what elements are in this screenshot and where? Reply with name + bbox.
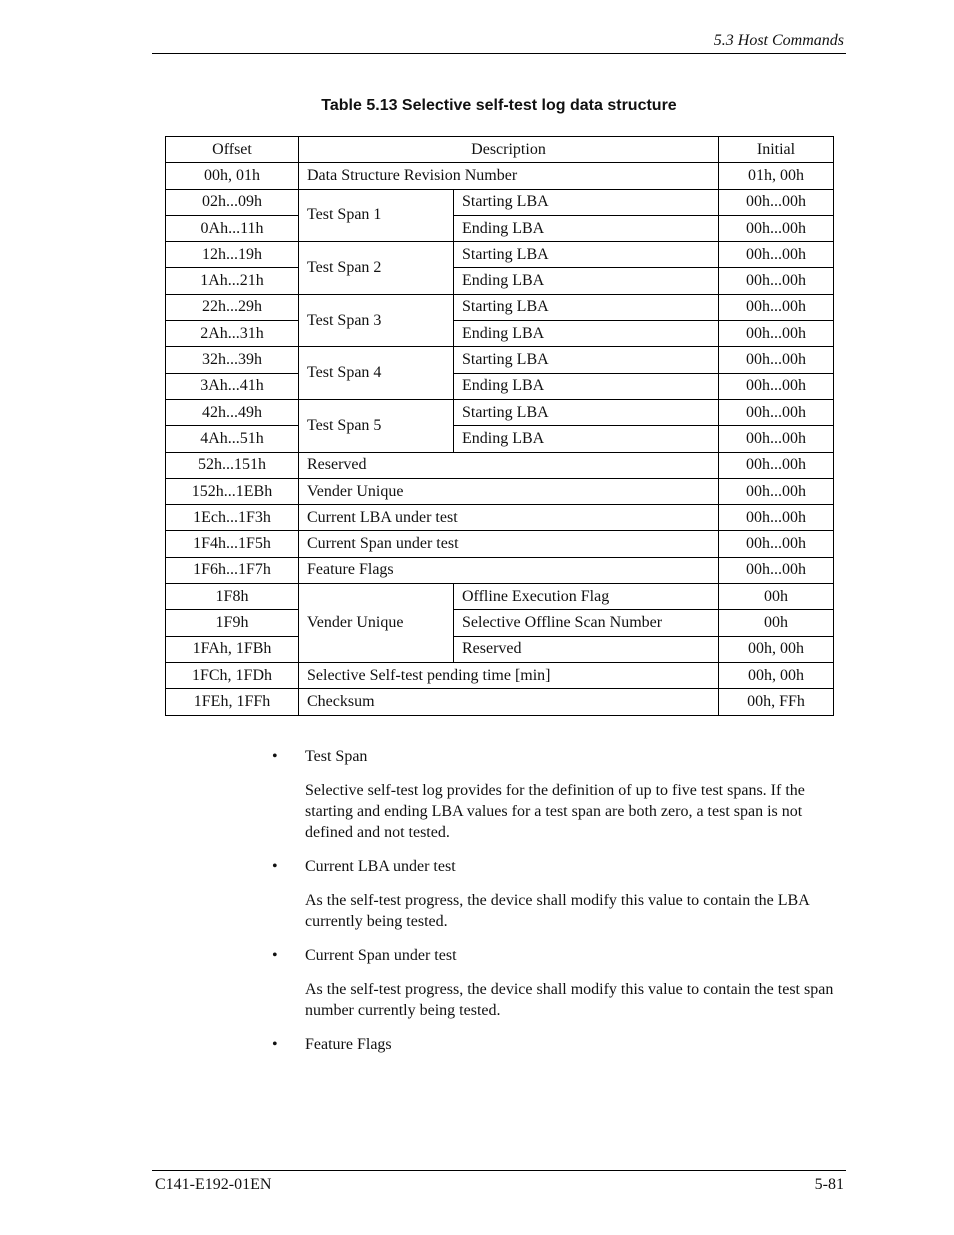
group-cell: Test Span 4 <box>299 347 454 400</box>
description-cell: Selective Self-test pending time [min] <box>299 662 719 688</box>
description-cell: Feature Flags <box>299 557 719 583</box>
table-row <box>166 584 834 610</box>
sub-description-cell: Ending LBA <box>454 373 719 399</box>
sub-description-cell: Ending LBA <box>454 215 719 241</box>
initial-cell: 00h...00h <box>719 347 834 373</box>
bullet-term: Current Span under test <box>305 947 457 964</box>
initial-cell: 00h...00h <box>719 557 834 583</box>
list-item <box>272 746 846 843</box>
initial-cell: 00h...00h <box>719 268 834 294</box>
table-row <box>166 189 834 215</box>
bullet-paragraph: Selective self-test log provides for the definition of up to five test spans. If the starting and ending LBA values for a test span are both zero, a test span is not defined and not tested. <box>305 782 805 841</box>
sub-description-cell: Ending LBA <box>454 321 719 347</box>
table-row <box>166 662 834 688</box>
bullet-term: Feature Flags <box>305 1036 392 1053</box>
offset-cell: 42h...49h <box>166 399 299 425</box>
initial-cell: 00h...00h <box>719 399 834 425</box>
description-cell: Reserved <box>299 452 719 478</box>
sub-description-cell: Ending LBA <box>454 268 719 294</box>
table-row <box>166 610 834 636</box>
list-item <box>272 856 846 932</box>
running-header: 5.3 Host Commands <box>713 32 844 49</box>
table-row <box>166 426 834 452</box>
table-row <box>166 347 834 373</box>
page-number: 5-81 <box>814 1176 844 1193</box>
group-cell: Test Span 3 <box>299 294 454 347</box>
table-caption: Table 5.13 Selective self-test log data structure <box>321 97 677 114</box>
table-row <box>166 689 834 715</box>
bullet-term: Current LBA under test <box>305 858 456 875</box>
header-rule <box>152 53 846 54</box>
initial-cell: 00h...00h <box>719 294 834 320</box>
sub-description-cell: Ending LBA <box>454 426 719 452</box>
offset-cell: 1F8h <box>166 584 299 610</box>
offset-cell: 3Ah...41h <box>166 373 299 399</box>
table-row <box>166 478 834 504</box>
table-row <box>166 373 834 399</box>
initial-cell: 00h...00h <box>719 373 834 399</box>
description-cell: Checksum <box>299 689 719 715</box>
table-header-row <box>166 137 834 163</box>
table-row <box>166 399 834 425</box>
description-cell: Current LBA under test <box>299 505 719 531</box>
offset-cell: 12h...19h <box>166 242 299 268</box>
table-row <box>166 452 834 478</box>
initial-cell: 00h...00h <box>719 478 834 504</box>
group-cell: Test Span 2 <box>299 242 454 295</box>
group-cell: Test Span 5 <box>299 399 454 452</box>
table-row <box>166 242 834 268</box>
bullet-icon: • <box>272 858 278 875</box>
offset-cell: 32h...39h <box>166 347 299 373</box>
description-cell: Vender Unique <box>299 478 719 504</box>
initial-cell: 01h, 00h <box>719 163 834 189</box>
sub-description-cell: Starting LBA <box>454 242 719 268</box>
list-item <box>272 1034 846 1055</box>
offset-cell: 2Ah...31h <box>166 321 299 347</box>
log-structure-table <box>165 136 834 716</box>
offset-cell: 1Ech...1F3h <box>166 505 299 531</box>
initial-cell: 00h...00h <box>719 215 834 241</box>
table-row <box>166 557 834 583</box>
offset-cell: 1F9h <box>166 610 299 636</box>
table-row <box>166 636 834 662</box>
bullet-paragraph: As the self-test progress, the device shall modify this value to contain the test span number currently being tested. <box>305 981 834 1019</box>
offset-cell: 00h, 01h <box>166 163 299 189</box>
footer-rule <box>152 1170 846 1171</box>
offset-cell: 4Ah...51h <box>166 426 299 452</box>
offset-cell: 52h...151h <box>166 452 299 478</box>
offset-cell: 1Ah...21h <box>166 268 299 294</box>
table-row <box>166 268 834 294</box>
table-row <box>166 294 834 320</box>
sub-description-cell: Selective Offline Scan Number <box>454 610 719 636</box>
offset-cell: 1F6h...1F7h <box>166 557 299 583</box>
offset-cell: 1FEh, 1FFh <box>166 689 299 715</box>
bullet-term: Test Span <box>305 748 368 765</box>
initial-cell: 00h, 00h <box>719 662 834 688</box>
offset-cell: 02h...09h <box>166 189 299 215</box>
initial-cell: 00h, FFh <box>719 689 834 715</box>
initial-cell: 00h...00h <box>719 242 834 268</box>
sub-description-cell: Starting LBA <box>454 347 719 373</box>
offset-cell: 152h...1EBh <box>166 478 299 504</box>
initial-cell: 00h...00h <box>719 531 834 557</box>
description-cell: Current Span under test <box>299 531 719 557</box>
initial-cell: 00h...00h <box>719 321 834 347</box>
table-row <box>166 531 834 557</box>
table-row <box>166 505 834 531</box>
table-row <box>166 163 834 189</box>
initial-cell: 00h...00h <box>719 505 834 531</box>
offset-cell: 1FCh, 1FDh <box>166 662 299 688</box>
initial-cell: 00h...00h <box>719 452 834 478</box>
initial-cell: 00h <box>719 584 834 610</box>
sub-description-cell: Offline Execution Flag <box>454 584 719 610</box>
sub-description-cell: Starting LBA <box>454 399 719 425</box>
column-header-offset: Offset <box>166 137 299 163</box>
sub-description-cell: Starting LBA <box>454 189 719 215</box>
offset-cell: 1FAh, 1FBh <box>166 636 299 662</box>
bullet-list <box>272 746 846 1055</box>
table-row <box>166 321 834 347</box>
column-header-initial: Initial <box>719 137 834 163</box>
offset-cell: 0Ah...11h <box>166 215 299 241</box>
document-id: C141-E192-01EN <box>155 1176 272 1193</box>
offset-cell: 1F4h...1F5h <box>166 531 299 557</box>
column-header-description: Description <box>299 137 719 163</box>
bullet-icon: • <box>272 748 278 765</box>
group-cell: Test Span 1 <box>299 189 454 242</box>
initial-cell: 00h, 00h <box>719 636 834 662</box>
bullet-icon: • <box>272 1036 278 1053</box>
description-cell: Data Structure Revision Number <box>299 163 719 189</box>
list-item <box>272 945 846 1021</box>
offset-cell: 22h...29h <box>166 294 299 320</box>
bullet-paragraph: As the self-test progress, the device shall modify this value to contain the LBA currently being tested. <box>305 892 809 930</box>
bullet-icon: • <box>272 947 278 964</box>
initial-cell: 00h <box>719 610 834 636</box>
sub-description-cell: Reserved <box>454 636 719 662</box>
initial-cell: 00h...00h <box>719 189 834 215</box>
group-cell: Vender Unique <box>299 584 454 663</box>
initial-cell: 00h...00h <box>719 426 834 452</box>
sub-description-cell: Starting LBA <box>454 294 719 320</box>
table-row <box>166 215 834 241</box>
